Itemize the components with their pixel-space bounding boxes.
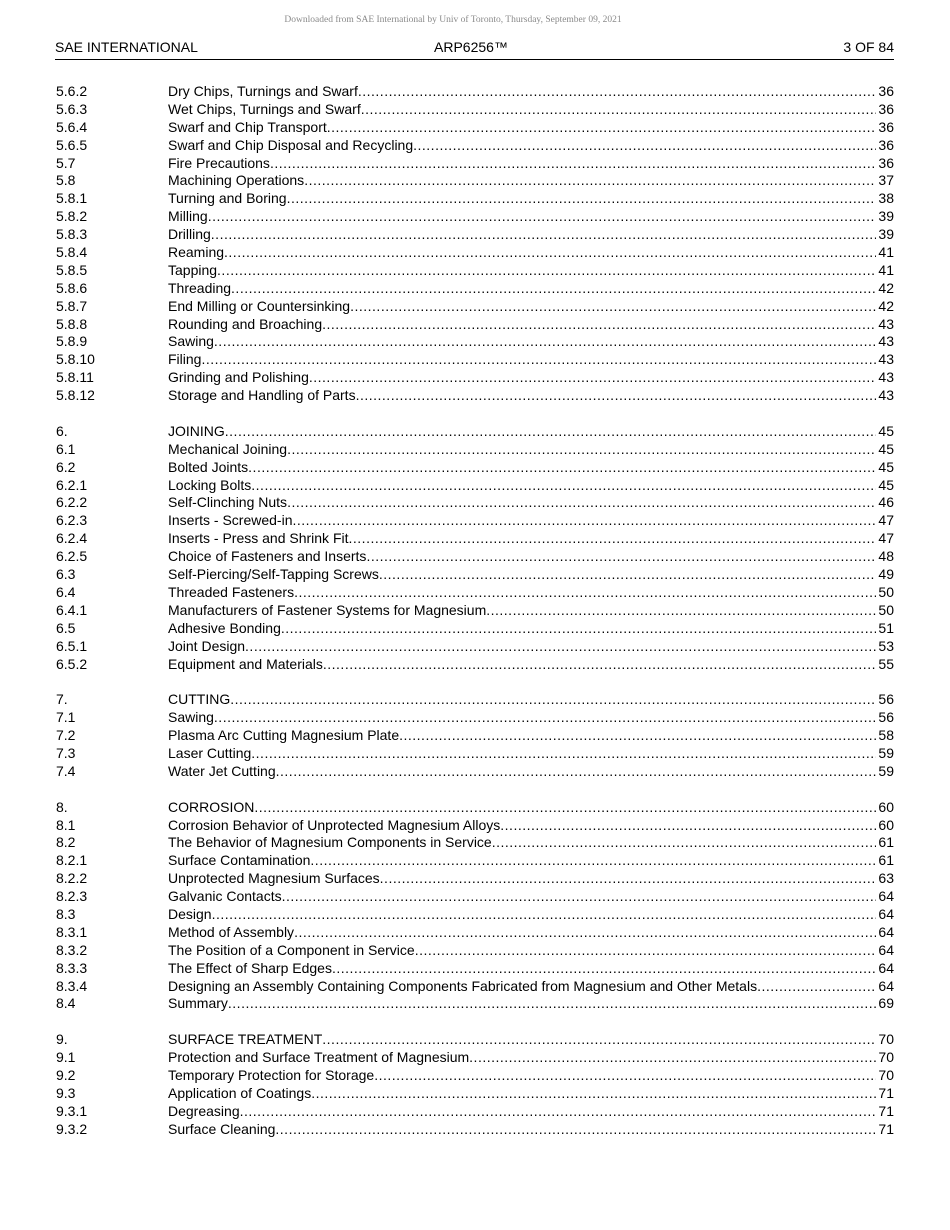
toc-section-number: 5.8.4 — [56, 244, 88, 261]
toc-page-number: 58 — [878, 727, 894, 744]
toc-entry-title: CUTTING ..... — [168, 691, 894, 707]
toc-entry-title: Locking Bolts ..... — [168, 477, 894, 493]
toc-entry-title: Threaded Fasteners ..... — [168, 584, 894, 600]
toc-section-number: 5.8.6 — [56, 279, 88, 296]
toc-entry-title: Method of Assembly ..... — [168, 924, 894, 940]
toc-page-number: 64 — [878, 959, 894, 976]
toc-entry-title: The Effect of Sharp Edges ..... — [168, 960, 894, 976]
toc-section — [56, 423, 894, 673]
toc-page-number: 71 — [878, 1120, 894, 1137]
toc-section-number: 5.8.10 — [56, 351, 95, 368]
toc-entry-line — [168, 512, 894, 530]
toc-entry-line — [168, 745, 894, 763]
toc-section-number: 7.1 — [56, 709, 76, 726]
toc-page-number: 45 — [878, 458, 894, 475]
toc-section-number: 9. — [56, 1031, 68, 1048]
toc-section — [56, 1031, 894, 1138]
toc-section-number: 5.8.9 — [56, 333, 88, 350]
toc-page-number: 56 — [878, 691, 894, 708]
toc-entry-title: Water Jet Cutting ..... — [168, 763, 894, 779]
toc-page-number: 48 — [878, 548, 894, 565]
toc-entry-line — [168, 799, 894, 817]
toc-section-number: 8.2.1 — [56, 852, 88, 869]
toc-page-number: 41 — [878, 261, 894, 278]
toc-entry-line — [168, 119, 894, 137]
toc-entry-line — [168, 477, 894, 495]
toc-page-number: 45 — [878, 422, 894, 439]
toc-entry-title: Design ..... — [168, 906, 894, 922]
toc-section-number: 6.2.2 — [56, 494, 88, 511]
toc-page-number: 59 — [878, 762, 894, 779]
toc-page-number: 64 — [878, 977, 894, 994]
toc-section-number: 9.3.1 — [56, 1102, 88, 1119]
toc-section-number: 8.3.4 — [56, 977, 88, 994]
toc-section-number: 8.3.2 — [56, 941, 88, 958]
toc-entry-title: Surface Cleaning ..... — [168, 1121, 894, 1137]
toc-entry-line — [168, 602, 894, 620]
toc-entry[interactable] — [56, 978, 894, 996]
toc-section-number: 6. — [56, 422, 68, 439]
toc-section — [56, 691, 894, 780]
toc-entry-line — [168, 298, 894, 316]
toc-section-number: 5.6.3 — [56, 100, 88, 117]
toc-page-number: 55 — [878, 655, 894, 672]
toc-entry-line — [168, 638, 894, 656]
toc-entry[interactable] — [56, 960, 894, 978]
toc-entry-title: Swarf and Chip Transport ..... — [168, 119, 894, 135]
toc-entry-title: Joint Design ..... — [168, 638, 894, 654]
toc-entry[interactable] — [56, 602, 894, 620]
toc-page-number: 36 — [878, 100, 894, 117]
toc-entry-line — [168, 995, 894, 1013]
toc-page-number: 61 — [878, 834, 894, 851]
toc-section-number: 9.2 — [56, 1066, 76, 1083]
header-document-id: ARP6256™ — [434, 39, 508, 55]
toc-section-number: 5.6.5 — [56, 136, 88, 153]
toc-section-number: 6.1 — [56, 440, 76, 457]
toc-page-number: 37 — [878, 172, 894, 189]
toc-page-number: 64 — [878, 905, 894, 922]
download-watermark: Downloaded from SAE International by Univ of Toronto, Thursday, September 09, 2021 — [284, 15, 622, 25]
toc-entry-title: Sawing ..... — [168, 709, 894, 725]
toc-section-number: 6.5.1 — [56, 637, 88, 654]
toc-section-number: 7.2 — [56, 727, 76, 744]
toc-entry-title: Unprotected Magnesium Surfaces ..... — [168, 870, 894, 886]
toc-entry-line — [168, 888, 894, 906]
toc-entry-line — [168, 691, 894, 709]
toc-entry-line — [168, 351, 894, 369]
toc-section-number: 5.6.4 — [56, 118, 88, 135]
toc-page-number: 43 — [878, 369, 894, 386]
toc-entry[interactable] — [56, 137, 894, 155]
toc-entry-title: Inserts - Screwed-in ..... — [168, 512, 894, 528]
toc-entry-title: Corrosion Behavior of Unprotected Magnesium Alloys ..... — [168, 817, 894, 833]
toc-section-number: 8.2 — [56, 834, 76, 851]
toc-page-number: 45 — [878, 440, 894, 457]
toc-entry[interactable] — [56, 208, 894, 226]
toc-entry-line — [168, 620, 894, 638]
toc-entry-title: Laser Cutting ..... — [168, 745, 894, 761]
toc-entry-title: SURFACE TREATMENT ..... — [168, 1031, 894, 1047]
toc-section-number: 7. — [56, 691, 68, 708]
toc-entry-line — [168, 656, 894, 674]
toc-entry-line — [168, 870, 894, 888]
toc-page-number: 45 — [878, 476, 894, 493]
toc-section-number: 9.3 — [56, 1084, 76, 1101]
toc-entry-line — [168, 387, 894, 405]
toc-entry-line — [168, 262, 894, 280]
toc-entry-title: Designing an Assembly Containing Components Fabricated from Magnesium and Other Metals ..... — [168, 978, 894, 994]
toc-entry[interactable] — [56, 226, 894, 244]
toc-entry[interactable] — [56, 190, 894, 208]
toc-page-number: 42 — [878, 297, 894, 314]
toc-section-number: 8.2.2 — [56, 870, 88, 887]
toc-page-number: 70 — [878, 1049, 894, 1066]
toc-entry-line — [168, 137, 894, 155]
toc-entry-line — [168, 709, 894, 727]
toc-entry-title: Protection and Surface Treatment of Magnesium ..... — [168, 1049, 894, 1065]
toc-entry[interactable] — [56, 172, 894, 190]
toc-entry-line — [168, 924, 894, 942]
toc-entry-title: Manufacturers of Fastener Systems for Magnesium ..... — [168, 602, 894, 618]
toc-entry-line — [168, 960, 894, 978]
toc-entry[interactable] — [56, 1049, 894, 1067]
toc-page-number: 41 — [878, 244, 894, 261]
toc-entry[interactable] — [56, 1121, 894, 1139]
toc-entry[interactable] — [56, 888, 894, 906]
toc-entry-title: Threading ..... — [168, 280, 894, 296]
toc-entry-line — [168, 101, 894, 119]
toc-entry-title: The Behavior of Magnesium Components in Service ..... — [168, 834, 894, 850]
toc-entry-line — [168, 978, 894, 996]
toc-page-number: 56 — [878, 709, 894, 726]
toc-entry-line — [168, 459, 894, 477]
toc-page-number: 71 — [878, 1102, 894, 1119]
toc-entry-title: Dry Chips, Turnings and Swarf ..... — [168, 83, 894, 99]
toc-entry[interactable] — [56, 834, 894, 852]
toc-entry-title: Mechanical Joining ..... — [168, 441, 894, 457]
toc-section-number: 6.5 — [56, 619, 76, 636]
toc-entry[interactable] — [56, 351, 894, 369]
toc-page-number: 42 — [878, 279, 894, 296]
toc-page-number: 70 — [878, 1031, 894, 1048]
toc-section-number: 5.8.3 — [56, 226, 88, 243]
toc-entry-line — [168, 817, 894, 835]
toc-page-number: 36 — [878, 136, 894, 153]
toc-page-number: 36 — [878, 154, 894, 171]
toc-entry-line — [168, 494, 894, 512]
toc-entry-title: Bolted Joints ..... — [168, 459, 894, 475]
toc-page-number: 43 — [878, 351, 894, 368]
toc-entry-title: CORROSION ..... — [168, 799, 894, 815]
toc-entry-title: Choice of Fasteners and Inserts ..... — [168, 548, 894, 564]
toc-section-number: 5.6.2 — [56, 83, 88, 99]
toc-entry[interactable] — [56, 620, 894, 638]
toc-entry-title: Reaming ..... — [168, 244, 894, 260]
toc-entry[interactable] — [56, 745, 894, 763]
table-of-contents — [56, 83, 894, 1156]
toc-section-number: 5.8.11 — [56, 369, 94, 386]
toc-entry[interactable] — [56, 709, 894, 727]
toc-entry-title: Self-Clinching Nuts ..... — [168, 494, 894, 510]
toc-entry-line — [168, 1121, 894, 1139]
toc-page-number: 47 — [878, 512, 894, 529]
toc-entry-title: Filing ..... — [168, 351, 894, 367]
toc-entry-title: Application of Coatings ..... — [168, 1085, 894, 1101]
toc-entry[interactable] — [56, 477, 894, 495]
toc-entry[interactable] — [56, 298, 894, 316]
toc-entry[interactable] — [56, 459, 894, 477]
toc-entry-line — [168, 316, 894, 334]
toc-section-number: 9.1 — [56, 1049, 76, 1066]
toc-page-number: 59 — [878, 744, 894, 761]
toc-section-number: 9.3.2 — [56, 1120, 88, 1137]
toc-section-number: 5.8.1 — [56, 190, 88, 207]
toc-entry-title: End Milling or Countersinking ..... — [168, 298, 894, 314]
toc-entry-line — [168, 244, 894, 262]
toc-entry-title: Milling ..... — [168, 208, 894, 224]
toc-entry-line — [168, 1049, 894, 1067]
toc-entry-line — [168, 942, 894, 960]
toc-section-number: 5.8.2 — [56, 208, 88, 225]
toc-entry[interactable] — [56, 817, 894, 835]
toc-entry[interactable] — [56, 656, 894, 674]
toc-page-number: 64 — [878, 923, 894, 940]
toc-entry-title: Equipment and Materials ..... — [168, 656, 894, 672]
toc-section-number: 8.1 — [56, 816, 76, 833]
toc-entry[interactable] — [56, 155, 894, 173]
toc-entry-title: JOINING ..... — [168, 423, 894, 439]
toc-entry-title: Machining Operations ..... — [168, 172, 894, 188]
toc-section — [56, 799, 894, 1014]
toc-page-number: 36 — [878, 118, 894, 135]
toc-section-number: 5.8.5 — [56, 261, 88, 278]
toc-entry-line — [168, 763, 894, 781]
toc-entry-title: Sawing ..... — [168, 333, 894, 349]
toc-entry-title: Wet Chips, Turnings and Swarf ..... — [168, 101, 894, 117]
toc-entry-title: Grinding and Polishing ..... — [168, 369, 894, 385]
header-organization: SAE INTERNATIONAL — [55, 39, 198, 55]
toc-entry-line — [168, 906, 894, 924]
toc-section-number: 6.2.3 — [56, 512, 88, 529]
toc-section-number: 5.8 — [56, 172, 76, 189]
toc-section-number: 8.2.3 — [56, 888, 88, 905]
toc-entry-line — [168, 172, 894, 190]
toc-entry[interactable] — [56, 262, 894, 280]
toc-entry-line — [168, 852, 894, 870]
toc-entry[interactable] — [56, 1067, 894, 1085]
toc-section-number: 6.2 — [56, 458, 76, 475]
toc-entry-line — [168, 190, 894, 208]
toc-section-number: 8.4 — [56, 995, 76, 1012]
toc-page-number: 61 — [878, 852, 894, 869]
toc-entry-line — [168, 1067, 894, 1085]
toc-entry-title: Temporary Protection for Storage ..... — [168, 1067, 894, 1083]
toc-page-number: 47 — [878, 530, 894, 547]
toc-entry-line — [168, 423, 894, 441]
toc-page-number: 43 — [878, 315, 894, 332]
toc-page-number: 43 — [878, 387, 894, 404]
toc-entry-title: Adhesive Bonding ..... — [168, 620, 894, 636]
toc-section-number: 7.4 — [56, 762, 76, 779]
toc-entry-title: Turning and Boring ..... — [168, 190, 894, 206]
toc-entry[interactable] — [56, 852, 894, 870]
toc-entry[interactable] — [56, 316, 894, 334]
toc-entry-line — [168, 834, 894, 852]
toc-entry-title: Rounding and Broaching ..... — [168, 316, 894, 332]
toc-entry-title: Inserts - Press and Shrink Fit ..... — [168, 530, 894, 546]
toc-page-number: 46 — [878, 494, 894, 511]
toc-entry[interactable] — [56, 494, 894, 512]
toc-section-number: 5.7 — [56, 154, 76, 171]
toc-page-number: 50 — [878, 583, 894, 600]
toc-entry[interactable] — [56, 83, 894, 101]
toc-section-number: 6.2.1 — [56, 476, 88, 493]
toc-entry-line — [168, 83, 894, 101]
toc-entry[interactable] — [56, 924, 894, 942]
toc-entry-title: Tapping ..... — [168, 262, 894, 278]
toc-entry-title: Drilling ..... — [168, 226, 894, 242]
toc-entry-line — [168, 548, 894, 566]
toc-entry[interactable] — [56, 280, 894, 298]
toc-entry-line — [168, 566, 894, 584]
toc-page-number: 64 — [878, 888, 894, 905]
toc-entry[interactable] — [56, 387, 894, 405]
toc-entry-line — [168, 226, 894, 244]
toc-page-number: 39 — [878, 208, 894, 225]
toc-entry[interactable] — [56, 369, 894, 387]
toc-page-number: 71 — [878, 1084, 894, 1101]
toc-entry[interactable] — [56, 333, 894, 351]
toc-entry-title: The Position of a Component in Service ..... — [168, 942, 894, 958]
toc-entry[interactable] — [56, 799, 894, 817]
toc-entry-title: Self-Piercing/Self-Tapping Screws ..... — [168, 566, 894, 582]
toc-entry[interactable] — [56, 691, 894, 709]
toc-entry-line — [168, 280, 894, 298]
toc-entry[interactable] — [56, 423, 894, 441]
toc-entry[interactable] — [56, 548, 894, 566]
toc-entry[interactable] — [56, 119, 894, 137]
toc-entry-title: Summary ..... — [168, 995, 894, 1011]
toc-section — [56, 83, 894, 405]
toc-entry[interactable] — [56, 512, 894, 530]
toc-entry[interactable] — [56, 1103, 894, 1121]
toc-section-number: 8. — [56, 798, 68, 815]
page-header — [55, 38, 894, 60]
toc-entry-line — [168, 441, 894, 459]
toc-entry[interactable] — [56, 441, 894, 459]
toc-entry-line — [168, 584, 894, 602]
toc-section-number: 6.3 — [56, 566, 76, 583]
toc-page-number: 60 — [878, 816, 894, 833]
toc-section-number: 6.2.4 — [56, 530, 88, 547]
toc-entry-line — [168, 155, 894, 173]
toc-entry-line — [168, 1031, 894, 1049]
toc-entry[interactable] — [56, 995, 894, 1013]
toc-entry[interactable] — [56, 906, 894, 924]
toc-entry-line — [168, 333, 894, 351]
toc-entry[interactable] — [56, 727, 894, 745]
toc-page-number: 53 — [878, 637, 894, 654]
toc-section-number: 6.2.5 — [56, 548, 88, 565]
toc-section-number: 6.5.2 — [56, 655, 88, 672]
toc-page-number: 63 — [878, 870, 894, 887]
toc-section-number: 5.8.7 — [56, 297, 88, 314]
toc-entry-title: Galvanic Contacts ..... — [168, 888, 894, 904]
toc-entry[interactable] — [56, 763, 894, 781]
toc-entry[interactable] — [56, 870, 894, 888]
toc-entry[interactable] — [56, 1085, 894, 1103]
toc-section-number: 5.8.12 — [56, 387, 95, 404]
toc-section-number: 8.3.1 — [56, 923, 88, 940]
toc-entry-title: Swarf and Chip Disposal and Recycling ..... — [168, 137, 894, 153]
toc-entry[interactable] — [56, 1031, 894, 1049]
toc-entry[interactable] — [56, 530, 894, 548]
toc-page-number: 39 — [878, 226, 894, 243]
toc-entry-line — [168, 1085, 894, 1103]
toc-page-number: 64 — [878, 941, 894, 958]
toc-section-number: 8.3.3 — [56, 959, 88, 976]
toc-page-number: 36 — [878, 83, 894, 99]
toc-section-number: 6.4 — [56, 583, 76, 600]
toc-page-number: 49 — [878, 566, 894, 583]
toc-entry-line — [168, 208, 894, 226]
toc-entry[interactable] — [56, 566, 894, 584]
toc-entry[interactable] — [56, 584, 894, 602]
toc-page-number: 50 — [878, 601, 894, 618]
header-page-number: 3 OF 84 — [843, 39, 894, 55]
toc-entry-line — [168, 1103, 894, 1121]
toc-page-number: 69 — [878, 995, 894, 1012]
toc-entry-line — [168, 727, 894, 745]
toc-page-number: 43 — [878, 333, 894, 350]
toc-entry[interactable] — [56, 101, 894, 119]
toc-section-number: 5.8.8 — [56, 315, 88, 332]
toc-page-number: 38 — [878, 190, 894, 207]
toc-entry[interactable] — [56, 942, 894, 960]
toc-entry-line — [168, 369, 894, 387]
toc-section-number: 7.3 — [56, 744, 76, 761]
toc-entry-line — [168, 530, 894, 548]
toc-section-number: 6.4.1 — [56, 601, 88, 618]
toc-entry-title: Degreasing ..... — [168, 1103, 894, 1119]
toc-page-number: 51 — [878, 619, 894, 636]
toc-entry-title: Surface Contamination ..... — [168, 852, 894, 868]
toc-entry-title: Storage and Handling of Parts ..... — [168, 387, 894, 403]
toc-entry-title: Plasma Arc Cutting Magnesium Plate ..... — [168, 727, 894, 743]
toc-entry-title: Fire Precautions ..... — [168, 155, 894, 171]
toc-entry[interactable] — [56, 638, 894, 656]
toc-page-number: 60 — [878, 798, 894, 815]
toc-section-number: 8.3 — [56, 905, 76, 922]
toc-page-number: 70 — [878, 1066, 894, 1083]
toc-entry[interactable] — [56, 244, 894, 262]
